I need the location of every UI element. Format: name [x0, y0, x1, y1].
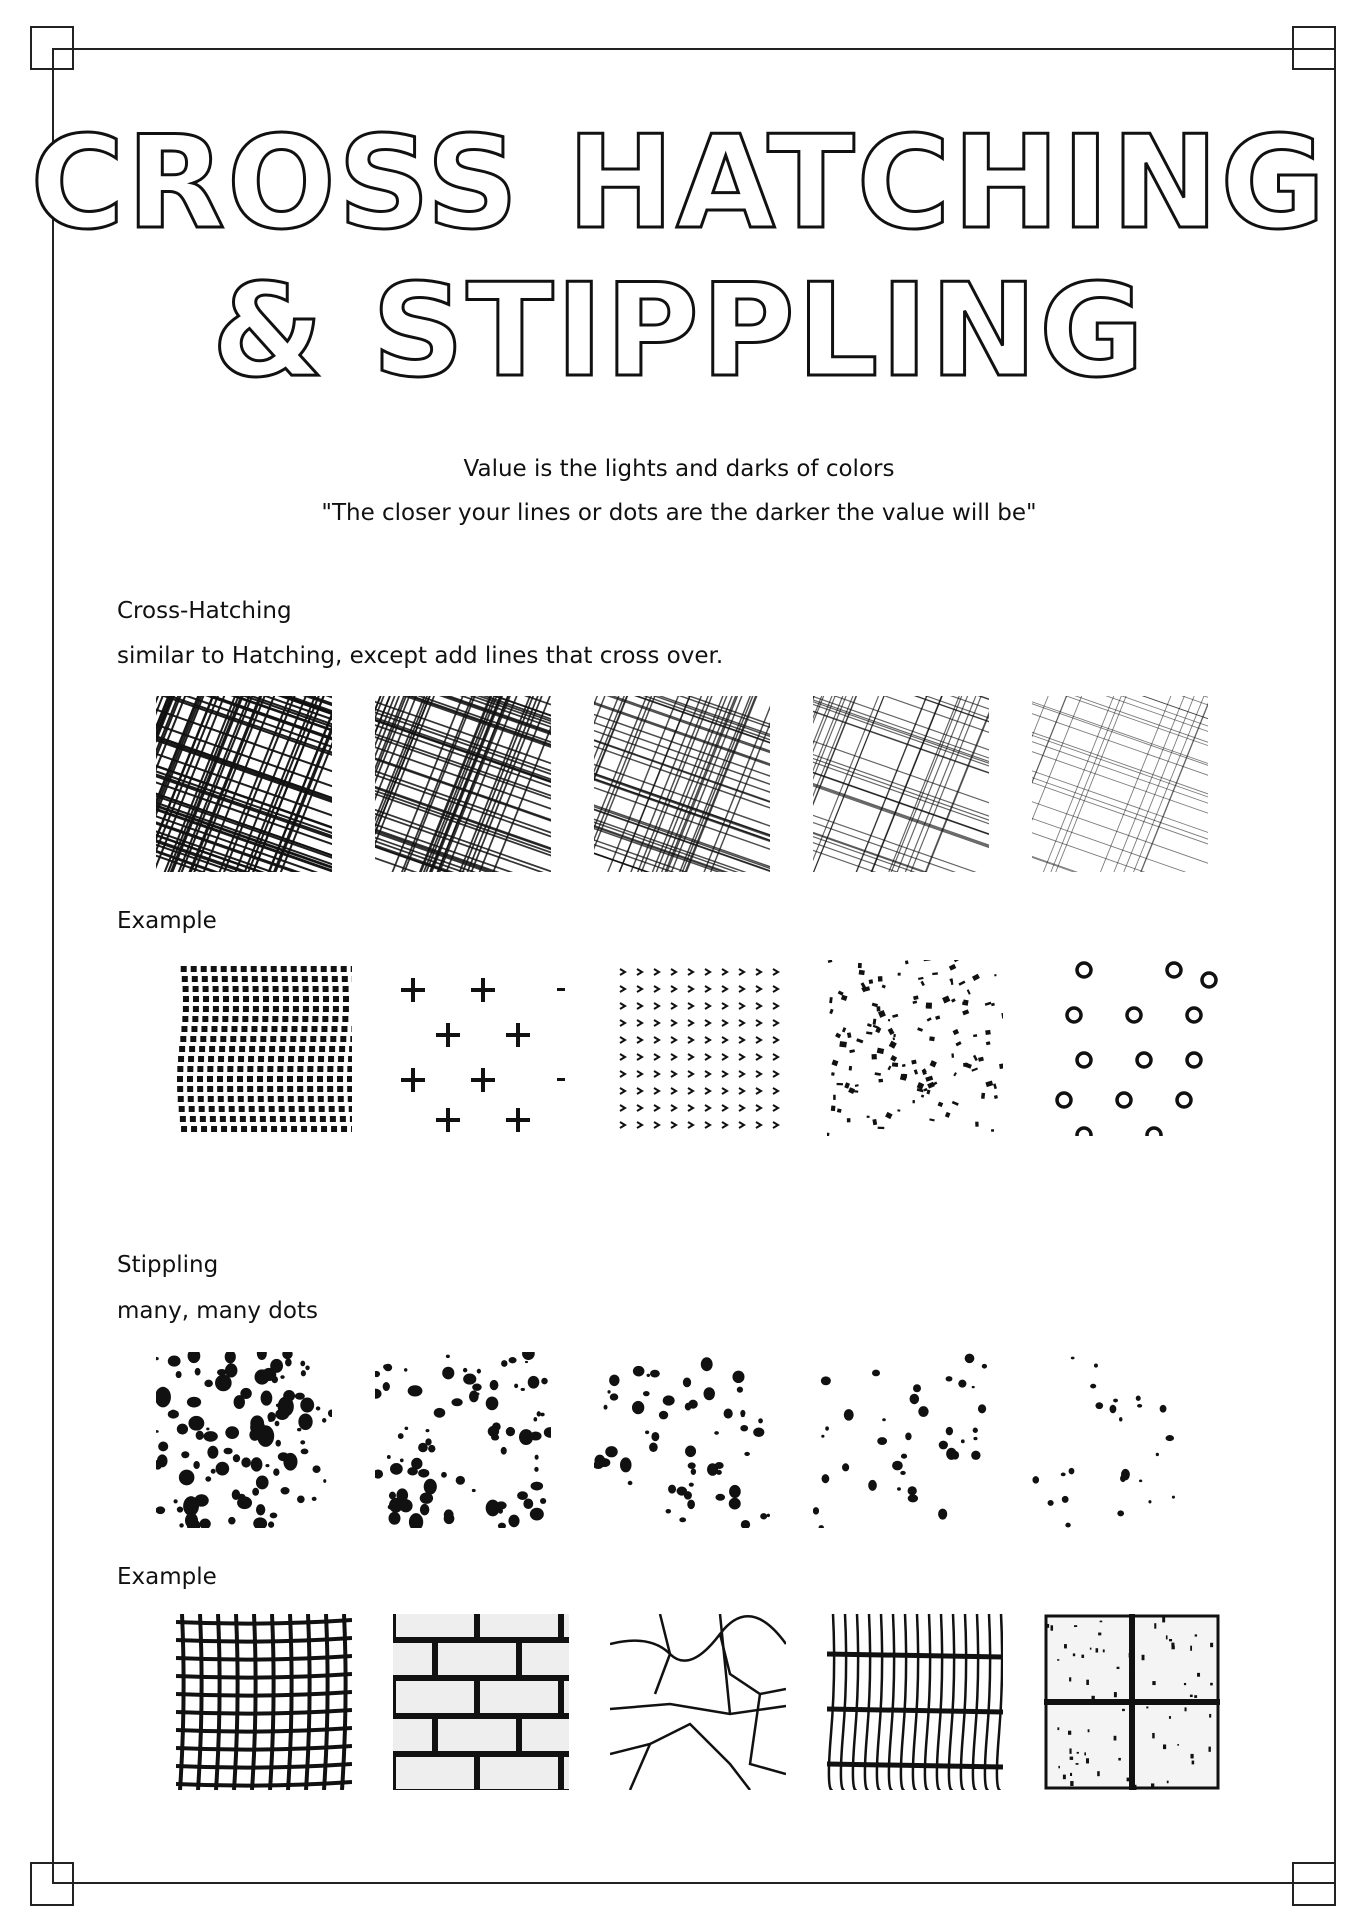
value-quote: "The closer your lines or dots are the darker the value will be": [321, 500, 1037, 526]
tile-floor-example: [1044, 1614, 1220, 1790]
plus-sign-pattern-example: [393, 960, 569, 1136]
page-title-line-1: CROSS HATCHING: [30, 109, 1328, 258]
stipple-value-1: [156, 1352, 332, 1528]
speckle-pattern-example: [827, 960, 1003, 1136]
value-definition: Value is the lights and darks of colors: [463, 456, 895, 482]
cross-hatch-value-3: [594, 696, 770, 872]
arrow-chevron-pattern-example: [610, 960, 786, 1136]
corner-ornament-top-right: [1292, 26, 1336, 70]
cross-hatch-value-4: [813, 696, 989, 872]
stippling-description: many, many dots: [117, 1298, 318, 1324]
stipple-value-4: [813, 1352, 989, 1528]
woven-grid-example: [176, 1614, 352, 1790]
cracked-surface-example: [610, 1614, 786, 1790]
cross-hatch-value-2: [375, 696, 551, 872]
stipple-value-2: [375, 1352, 551, 1528]
stipple-value-5: [1032, 1352, 1208, 1528]
wood-fence-example: [827, 1614, 1003, 1790]
corner-ornament-top-left: [30, 26, 74, 70]
page-title-line-2: & STIPPLING: [211, 257, 1147, 406]
ring-pattern-example: [1044, 960, 1220, 1136]
stippling-heading: Stippling: [117, 1252, 219, 1278]
cross-hatching-example-label: Example: [117, 908, 217, 934]
cross-hatch-value-5: [1032, 696, 1208, 872]
stippling-example-label: Example: [117, 1564, 217, 1590]
brick-wall-example: [393, 1614, 569, 1790]
square-dot-grid-example: [176, 960, 352, 1136]
stipple-value-3: [594, 1352, 770, 1528]
corner-ornament-bottom-left: [30, 1862, 74, 1906]
cross-hatching-heading: Cross-Hatching: [117, 598, 292, 624]
corner-ornament-bottom-right: [1292, 1862, 1336, 1906]
cross-hatching-description: similar to Hatching, except add lines that cross over.: [117, 643, 724, 669]
cross-hatch-value-1: [156, 696, 332, 872]
